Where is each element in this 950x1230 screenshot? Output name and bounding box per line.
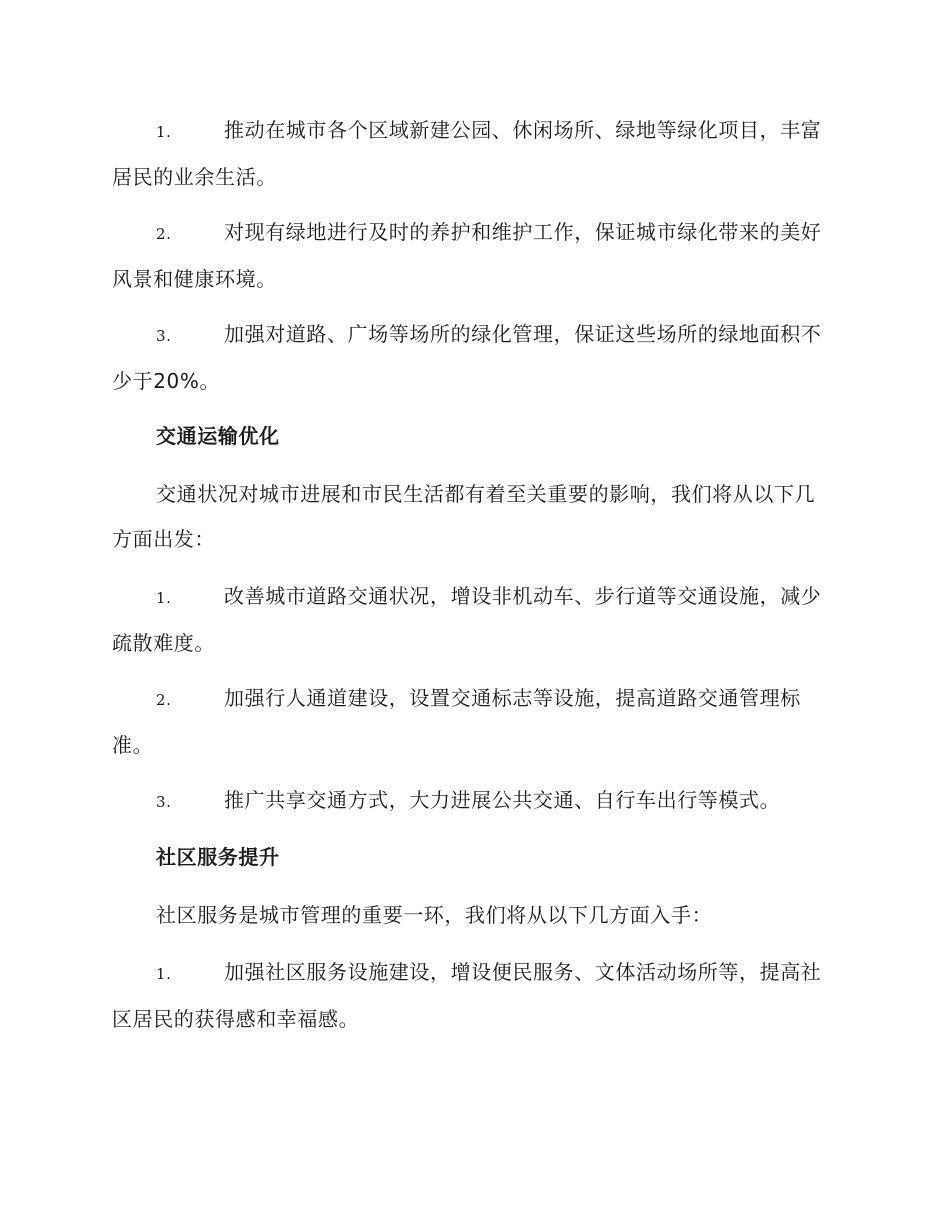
list-number: 1. <box>156 123 172 141</box>
list-number: 1. <box>156 965 172 983</box>
community-item-1 <box>112 950 834 1042</box>
list-number: 2. <box>156 225 172 243</box>
list-number: 1. <box>156 589 172 607</box>
list-number: 3. <box>156 327 172 345</box>
traffic-item-3 <box>112 778 834 825</box>
list-text: 推广共享交通方式，大力进展公共交通、自行车出行等模式。 <box>224 788 781 812</box>
green-item-1 <box>112 108 834 200</box>
list-number: 2. <box>156 691 172 709</box>
list-text: 对现有绿地进行及时的养护和维护工作，保证城市绿化带来的美好风景和健康环境。 <box>112 220 822 291</box>
green-item-2 <box>112 210 834 302</box>
list-text: 加强对道路、广场等场所的绿化管理，保证这些场所的绿地面积不少于20%。 <box>112 322 822 393</box>
green-item-3 <box>112 312 834 404</box>
community-heading: 社区服务提升 <box>156 845 280 869</box>
list-text: 加强行人通道建设，设置交通标志等设施，提高道路交通管理标准。 <box>112 686 801 757</box>
list-number: 3. <box>156 793 172 811</box>
list-text: 推动在城市各个区域新建公园、休闲场所、绿地等绿化项目，丰富居民的业余生活。 <box>112 118 822 189</box>
traffic-intro: 交通状况对城市进展和市民生活都有着至关重要的影响，我们将从以下几方面出发： <box>112 482 816 551</box>
traffic-heading: 交通运输优化 <box>156 424 280 448</box>
list-text: 加强社区服务设施建设，增设便民服务、文体活动场所等，提高社区居民的获得感和幸福感。 <box>112 960 822 1031</box>
community-intro: 社区服务是城市管理的重要一环，我们将从以下几方面入手： <box>156 903 713 927</box>
traffic-item-1 <box>112 574 834 666</box>
list-text: 改善城市道路交通状况，增设非机动车、步行道等交通设施，减少疏散难度。 <box>112 584 822 655</box>
traffic-item-2 <box>112 676 834 768</box>
